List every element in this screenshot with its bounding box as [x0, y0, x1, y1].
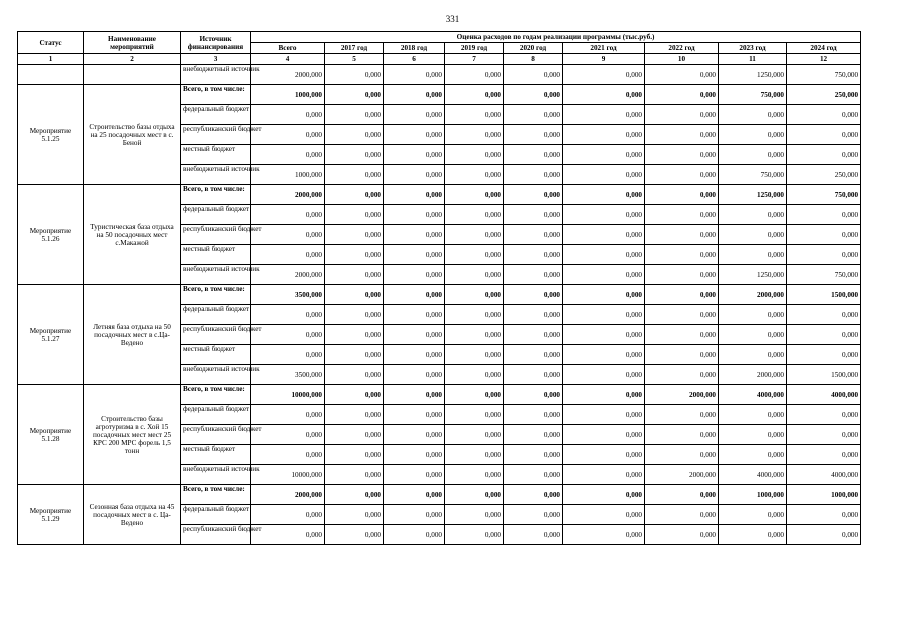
value-cell: 0,000: [563, 185, 645, 205]
source-cell: федеральный бюджет: [181, 105, 251, 125]
value-cell: 750,000: [787, 65, 861, 85]
status-cell: Мероприятие 5.1.25: [18, 85, 84, 185]
value-cell: 0,000: [563, 345, 645, 365]
value-cell: 0,000: [445, 245, 504, 265]
value-cell: 0,000: [251, 205, 325, 225]
value-cell: 4000,000: [719, 465, 787, 485]
value-cell: 10000,000: [251, 385, 325, 405]
header-col-number: 7: [445, 54, 504, 65]
header-col-number: 5: [325, 54, 384, 65]
value-cell: 0,000: [504, 145, 563, 165]
value-cell: 0,000: [719, 345, 787, 365]
value-cell: 0,000: [445, 165, 504, 185]
value-cell: 0,000: [384, 105, 445, 125]
value-cell: 0,000: [384, 225, 445, 245]
value-cell: 0,000: [445, 345, 504, 365]
status-cell: Мероприятие 5.1.29: [18, 485, 84, 545]
value-cell: 0,000: [504, 225, 563, 245]
table-row: [18, 65, 861, 85]
value-cell: 0,000: [563, 465, 645, 485]
header-year-7: 2023 год: [719, 43, 787, 54]
value-cell: 0,000: [445, 305, 504, 325]
value-cell: 0,000: [719, 425, 787, 445]
value-cell: 0,000: [645, 185, 719, 205]
value-cell: 0,000: [445, 505, 504, 525]
value-cell: 0,000: [504, 385, 563, 405]
value-cell: 750,000: [787, 185, 861, 205]
source-cell: федеральный бюджет: [181, 405, 251, 425]
value-cell: 0,000: [787, 125, 861, 145]
value-cell: 0,000: [384, 485, 445, 505]
value-cell: 0,000: [563, 85, 645, 105]
value-cell: 0,000: [384, 185, 445, 205]
value-cell: 3500,000: [251, 365, 325, 385]
source-cell: республиканский бюджет: [181, 325, 251, 345]
header-estimate: Оценка расходов по годам реализации программы (тыс.руб.): [251, 32, 861, 43]
value-cell: 0,000: [719, 305, 787, 325]
value-cell: 2000,000: [251, 265, 325, 285]
value-cell: 0,000: [384, 405, 445, 425]
value-cell: 0,000: [719, 205, 787, 225]
value-cell: 0,000: [325, 185, 384, 205]
value-cell: 0,000: [325, 225, 384, 245]
value-cell: 0,000: [504, 525, 563, 545]
value-cell: 0,000: [384, 365, 445, 385]
header-col-number: 10: [645, 54, 719, 65]
value-cell: 2000,000: [645, 385, 719, 405]
value-cell: 0,000: [445, 385, 504, 405]
value-cell: 0,000: [645, 305, 719, 325]
source-cell: республиканский бюджет: [181, 525, 251, 545]
value-cell: 0,000: [563, 105, 645, 125]
value-cell: 0,000: [384, 325, 445, 345]
header-name: Наименование мероприятий: [84, 32, 181, 54]
value-cell: 0,000: [325, 385, 384, 405]
value-cell: 0,000: [563, 265, 645, 285]
value-cell: 0,000: [325, 265, 384, 285]
name-cell: Строительство базы отдыха на 25 посадочных мест в с. Беной: [84, 85, 181, 185]
value-cell: 0,000: [504, 85, 563, 105]
table-row: [18, 185, 861, 205]
name-cell: [84, 65, 181, 85]
value-cell: 0,000: [787, 305, 861, 325]
value-cell: 0,000: [787, 505, 861, 525]
header-year-8: 2024 год: [787, 43, 861, 54]
status-cell: [18, 65, 84, 85]
value-cell: 0,000: [325, 445, 384, 465]
value-cell: 250,000: [787, 165, 861, 185]
value-cell: 0,000: [384, 445, 445, 465]
value-cell: 0,000: [787, 405, 861, 425]
value-cell: 0,000: [445, 445, 504, 465]
value-cell: 0,000: [325, 505, 384, 525]
value-cell: 1000,000: [787, 485, 861, 505]
header-year-3: 2019 год: [445, 43, 504, 54]
value-cell: 0,000: [504, 485, 563, 505]
value-cell: 0,000: [563, 165, 645, 185]
value-cell: 0,000: [445, 145, 504, 165]
value-cell: 0,000: [384, 505, 445, 525]
value-cell: 0,000: [384, 65, 445, 85]
value-cell: 0,000: [563, 505, 645, 525]
value-cell: 1000,000: [719, 485, 787, 505]
value-cell: 0,000: [504, 185, 563, 205]
value-cell: 750,000: [719, 165, 787, 185]
value-cell: 0,000: [504, 105, 563, 125]
header-year-1: 2017 год: [325, 43, 384, 54]
value-cell: 0,000: [563, 365, 645, 385]
source-cell: внебюджетный источник: [181, 465, 251, 485]
source-cell: федеральный бюджет: [181, 305, 251, 325]
value-cell: 0,000: [504, 165, 563, 185]
value-cell: 0,000: [251, 405, 325, 425]
value-cell: 0,000: [563, 385, 645, 405]
value-cell: 2000,000: [719, 365, 787, 385]
header-col-number: 11: [719, 54, 787, 65]
source-cell: местный бюджет: [181, 245, 251, 265]
value-cell: 0,000: [504, 345, 563, 365]
value-cell: 0,000: [445, 225, 504, 245]
value-cell: 0,000: [251, 125, 325, 145]
value-cell: 0,000: [645, 205, 719, 225]
value-cell: 0,000: [504, 245, 563, 265]
header-numbers-row: [18, 54, 861, 65]
value-cell: 0,000: [504, 325, 563, 345]
value-cell: 0,000: [504, 425, 563, 445]
value-cell: 0,000: [563, 225, 645, 245]
value-cell: 0,000: [645, 105, 719, 125]
value-cell: 0,000: [325, 125, 384, 145]
value-cell: 1000,000: [251, 85, 325, 105]
value-cell: 0,000: [384, 145, 445, 165]
value-cell: 0,000: [563, 305, 645, 325]
header-col-number: 4: [251, 54, 325, 65]
value-cell: 0,000: [504, 365, 563, 385]
value-cell: 0,000: [251, 105, 325, 125]
header-col-number: 12: [787, 54, 861, 65]
header-year-2: 2018 год: [384, 43, 445, 54]
value-cell: 0,000: [645, 525, 719, 545]
value-cell: 0,000: [445, 325, 504, 345]
value-cell: 0,000: [445, 85, 504, 105]
value-cell: 0,000: [445, 105, 504, 125]
value-cell: 0,000: [645, 505, 719, 525]
value-cell: 0,000: [325, 425, 384, 445]
value-cell: 0,000: [563, 405, 645, 425]
value-cell: 2000,000: [645, 465, 719, 485]
value-cell: 0,000: [645, 325, 719, 345]
source-cell: внебюджетный источник: [181, 365, 251, 385]
value-cell: 1000,000: [251, 165, 325, 185]
value-cell: 3500,000: [251, 285, 325, 305]
value-cell: 0,000: [787, 145, 861, 165]
value-cell: 0,000: [384, 345, 445, 365]
value-cell: 0,000: [645, 85, 719, 105]
header-col-number: 9: [563, 54, 645, 65]
value-cell: 0,000: [251, 445, 325, 465]
header-col-number: 8: [504, 54, 563, 65]
source-cell: внебюджетный источник: [181, 165, 251, 185]
value-cell: 0,000: [563, 65, 645, 85]
value-cell: 2000,000: [251, 185, 325, 205]
value-cell: 0,000: [645, 145, 719, 165]
value-cell: 0,000: [719, 405, 787, 425]
value-cell: 0,000: [384, 285, 445, 305]
value-cell: 0,000: [504, 445, 563, 465]
value-cell: 0,000: [445, 265, 504, 285]
value-cell: 0,000: [645, 405, 719, 425]
value-cell: 0,000: [251, 225, 325, 245]
value-cell: 0,000: [504, 125, 563, 145]
value-cell: 750,000: [787, 265, 861, 285]
header-source: Источник финансирования: [181, 32, 251, 54]
value-cell: 0,000: [325, 345, 384, 365]
value-cell: 0,000: [645, 65, 719, 85]
table-row: [18, 385, 861, 405]
value-cell: 0,000: [719, 225, 787, 245]
value-cell: 0,000: [787, 445, 861, 465]
value-cell: 0,000: [504, 65, 563, 85]
value-cell: 0,000: [787, 525, 861, 545]
value-cell: 0,000: [719, 125, 787, 145]
value-cell: 0,000: [504, 265, 563, 285]
name-cell: Сезонная база отдыха на 45 посадочных мест в с. Ца-Ведено: [84, 485, 181, 545]
value-cell: 0,000: [563, 125, 645, 145]
value-cell: 0,000: [645, 425, 719, 445]
value-cell: 0,000: [445, 205, 504, 225]
budget-table: [17, 31, 861, 545]
value-cell: 0,000: [719, 525, 787, 545]
value-cell: 0,000: [645, 225, 719, 245]
value-cell: 0,000: [645, 265, 719, 285]
value-cell: 0,000: [445, 425, 504, 445]
value-cell: 0,000: [445, 465, 504, 485]
value-cell: 0,000: [445, 285, 504, 305]
header-year-0: Всего: [251, 43, 325, 54]
source-cell: Всего, в том числе:: [181, 185, 251, 205]
value-cell: 0,000: [504, 285, 563, 305]
source-cell: республиканский бюджет: [181, 225, 251, 245]
value-cell: 0,000: [504, 465, 563, 485]
value-cell: 0,000: [719, 245, 787, 265]
value-cell: 0,000: [563, 285, 645, 305]
header-year-6: 2022 год: [645, 43, 719, 54]
value-cell: 0,000: [504, 505, 563, 525]
source-cell: местный бюджет: [181, 445, 251, 465]
value-cell: 0,000: [719, 445, 787, 465]
value-cell: 0,000: [384, 245, 445, 265]
value-cell: 0,000: [325, 325, 384, 345]
value-cell: 0,000: [445, 525, 504, 545]
value-cell: 0,000: [787, 205, 861, 225]
value-cell: 1250,000: [719, 65, 787, 85]
source-cell: федеральный бюджет: [181, 205, 251, 225]
value-cell: 0,000: [384, 425, 445, 445]
value-cell: 0,000: [251, 525, 325, 545]
value-cell: 0,000: [384, 85, 445, 105]
value-cell: 2000,000: [251, 485, 325, 505]
value-cell: 0,000: [251, 345, 325, 365]
value-cell: 1500,000: [787, 365, 861, 385]
value-cell: 0,000: [325, 205, 384, 225]
value-cell: 0,000: [251, 245, 325, 265]
value-cell: 0,000: [251, 505, 325, 525]
header-year-4: 2020 год: [504, 43, 563, 54]
value-cell: 0,000: [325, 285, 384, 305]
header-col-number: 6: [384, 54, 445, 65]
value-cell: 0,000: [325, 245, 384, 265]
value-cell: 0,000: [563, 425, 645, 445]
value-cell: 0,000: [384, 165, 445, 185]
value-cell: 0,000: [325, 525, 384, 545]
value-cell: 0,000: [563, 245, 645, 265]
value-cell: 0,000: [251, 145, 325, 165]
value-cell: 2000,000: [251, 65, 325, 85]
value-cell: 4000,000: [787, 465, 861, 485]
header-year-5: 2021 год: [563, 43, 645, 54]
value-cell: 0,000: [787, 325, 861, 345]
value-cell: 0,000: [445, 485, 504, 505]
value-cell: 0,000: [325, 65, 384, 85]
value-cell: 0,000: [325, 85, 384, 105]
header-col-number: 3: [181, 54, 251, 65]
value-cell: 10000,000: [251, 465, 325, 485]
value-cell: 0,000: [563, 205, 645, 225]
value-cell: 0,000: [325, 105, 384, 125]
status-cell: Мероприятие 5.1.27: [18, 285, 84, 385]
value-cell: 1250,000: [719, 185, 787, 205]
value-cell: 0,000: [384, 205, 445, 225]
source-cell: республиканский бюджет: [181, 425, 251, 445]
header-col-number: 2: [84, 54, 181, 65]
value-cell: 0,000: [563, 145, 645, 165]
value-cell: 0,000: [563, 525, 645, 545]
status-cell: Мероприятие 5.1.26: [18, 185, 84, 285]
value-cell: 0,000: [251, 425, 325, 445]
value-cell: 4000,000: [719, 385, 787, 405]
value-cell: 250,000: [787, 85, 861, 105]
value-cell: 0,000: [787, 425, 861, 445]
value-cell: 0,000: [384, 465, 445, 485]
value-cell: 1500,000: [787, 285, 861, 305]
value-cell: 4000,000: [787, 385, 861, 405]
value-cell: 0,000: [719, 105, 787, 125]
source-cell: внебюджетный источник: [181, 265, 251, 285]
source-cell: республиканский бюджет: [181, 125, 251, 145]
value-cell: 0,000: [325, 145, 384, 165]
name-cell: Туристическая база отдыха на 50 посадочных мест с.Макажой: [84, 185, 181, 285]
value-cell: 0,000: [251, 325, 325, 345]
value-cell: 0,000: [445, 405, 504, 425]
value-cell: 0,000: [384, 125, 445, 145]
value-cell: 0,000: [384, 265, 445, 285]
header-col-number: 1: [18, 54, 84, 65]
source-cell: Всего, в том числе:: [181, 285, 251, 305]
source-cell: местный бюджет: [181, 345, 251, 365]
source-cell: Всего, в том числе:: [181, 385, 251, 405]
value-cell: 0,000: [645, 345, 719, 365]
table-row: [18, 485, 861, 505]
value-cell: 0,000: [445, 365, 504, 385]
source-cell: местный бюджет: [181, 145, 251, 165]
value-cell: 0,000: [719, 145, 787, 165]
value-cell: 0,000: [325, 305, 384, 325]
header-status: Статус: [18, 32, 84, 54]
value-cell: 0,000: [719, 325, 787, 345]
value-cell: 0,000: [325, 465, 384, 485]
value-cell: 0,000: [325, 485, 384, 505]
value-cell: 0,000: [563, 325, 645, 345]
value-cell: 750,000: [719, 85, 787, 105]
value-cell: 0,000: [645, 485, 719, 505]
value-cell: 0,000: [563, 485, 645, 505]
value-cell: 0,000: [445, 185, 504, 205]
table-body: [18, 65, 861, 545]
value-cell: 0,000: [563, 445, 645, 465]
value-cell: 0,000: [384, 525, 445, 545]
name-cell: Летняя база отдыха на 50 посадочных мест в с.Ца-Ведено: [84, 285, 181, 385]
source-cell: Всего, в том числе:: [181, 85, 251, 105]
name-cell: Строительство базы агротуризма в с. Хой 15 посадочных мест мест 25 КРС 200 МРС форель 1,5 тонн: [84, 385, 181, 485]
status-cell: Мероприятие 5.1.28: [18, 385, 84, 485]
value-cell: 0,000: [325, 365, 384, 385]
value-cell: 0,000: [251, 305, 325, 325]
value-cell: 0,000: [787, 225, 861, 245]
page-number: 331: [445, 14, 460, 24]
value-cell: 0,000: [504, 305, 563, 325]
value-cell: 0,000: [719, 505, 787, 525]
value-cell: 0,000: [504, 205, 563, 225]
table-row: [18, 285, 861, 305]
value-cell: 0,000: [384, 305, 445, 325]
value-cell: 0,000: [645, 445, 719, 465]
value-cell: 0,000: [445, 125, 504, 145]
source-cell: федеральный бюджет: [181, 505, 251, 525]
value-cell: 0,000: [445, 65, 504, 85]
value-cell: 0,000: [325, 405, 384, 425]
value-cell: 0,000: [787, 105, 861, 125]
value-cell: 1250,000: [719, 265, 787, 285]
value-cell: 0,000: [384, 385, 445, 405]
table-row: [18, 85, 861, 105]
value-cell: 0,000: [504, 405, 563, 425]
value-cell: 0,000: [787, 345, 861, 365]
value-cell: 0,000: [645, 245, 719, 265]
source-cell: внебюджетный источник: [181, 65, 251, 85]
value-cell: 0,000: [787, 245, 861, 265]
value-cell: 0,000: [645, 125, 719, 145]
value-cell: 0,000: [645, 365, 719, 385]
value-cell: 0,000: [645, 165, 719, 185]
value-cell: 0,000: [645, 285, 719, 305]
value-cell: 0,000: [325, 165, 384, 185]
source-cell: Всего, в том числе:: [181, 485, 251, 505]
value-cell: 2000,000: [719, 285, 787, 305]
